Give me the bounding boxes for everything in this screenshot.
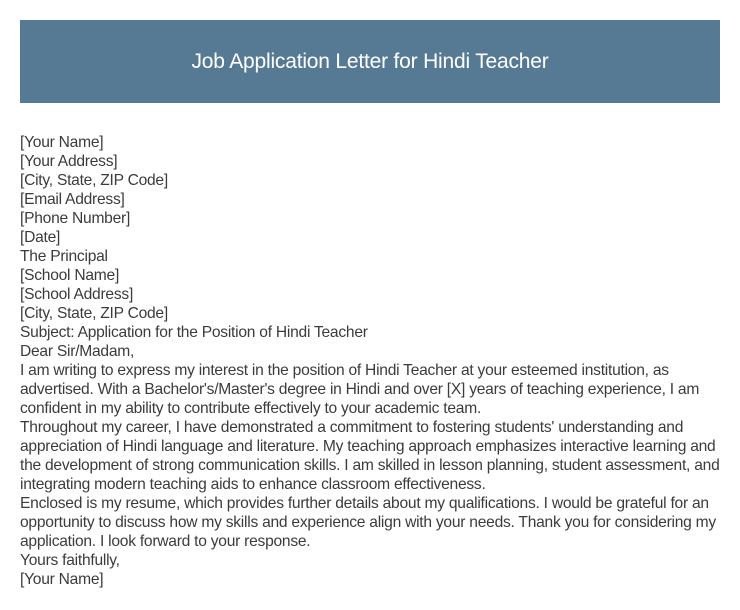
body-paragraph-1: I am writing to express my interest in the position of Hindi Teacher at your esteemed institution, as advertised. With a Bachelor's/Master's degree in Hindi and over [X] years of teaching experience, I am confident in my ability to contribute effectively to your academic team. [20,362,700,417]
signature: [Your Name] [20,571,104,588]
recipient-block [20,247,725,323]
body-paragraph-3: Enclosed is my resume, which provides further details about my qualifications. I would be grateful for an opportunity to discuss how my skills and experience align with your needs. Thank you for considering my application. I look forward to your response. [20,495,716,550]
salutation: Dear Sir/Madam, [20,343,135,360]
sender-phone: [Phone Number] [20,210,131,227]
page-title: Job Application Letter for Hindi Teacher [191,49,549,73]
school-name: [School Name] [20,267,120,284]
letter-body [20,133,725,589]
sender-city-state-zip: [City, State, ZIP Code] [20,172,168,189]
sender-address: [Your Address] [20,153,118,170]
recipient-title: The Principal [20,248,108,265]
school-city-state-zip: [City, State, ZIP Code] [20,305,168,322]
title-banner [20,20,720,103]
sender-email: [Email Address] [20,191,125,208]
closing: Yours faithfully, [20,552,120,569]
body-paragraph-2: Throughout my career, I have demonstrated a commitment to fostering students' understanding and appreciation of Hindi language and literature. My teaching approach emphasizes interactive learning and the development of strong communication skills. I am skilled in lesson planning, student assessment, and integrating modern teaching aids to enhance classroom effectiveness. [20,419,720,493]
sender-name: [Your Name] [20,134,104,151]
school-address: [School Address] [20,286,134,303]
sender-block [20,133,725,247]
subject-line: Subject: Application for the Position of Hindi Teacher [20,324,368,341]
letter-date: [Date] [20,229,61,246]
